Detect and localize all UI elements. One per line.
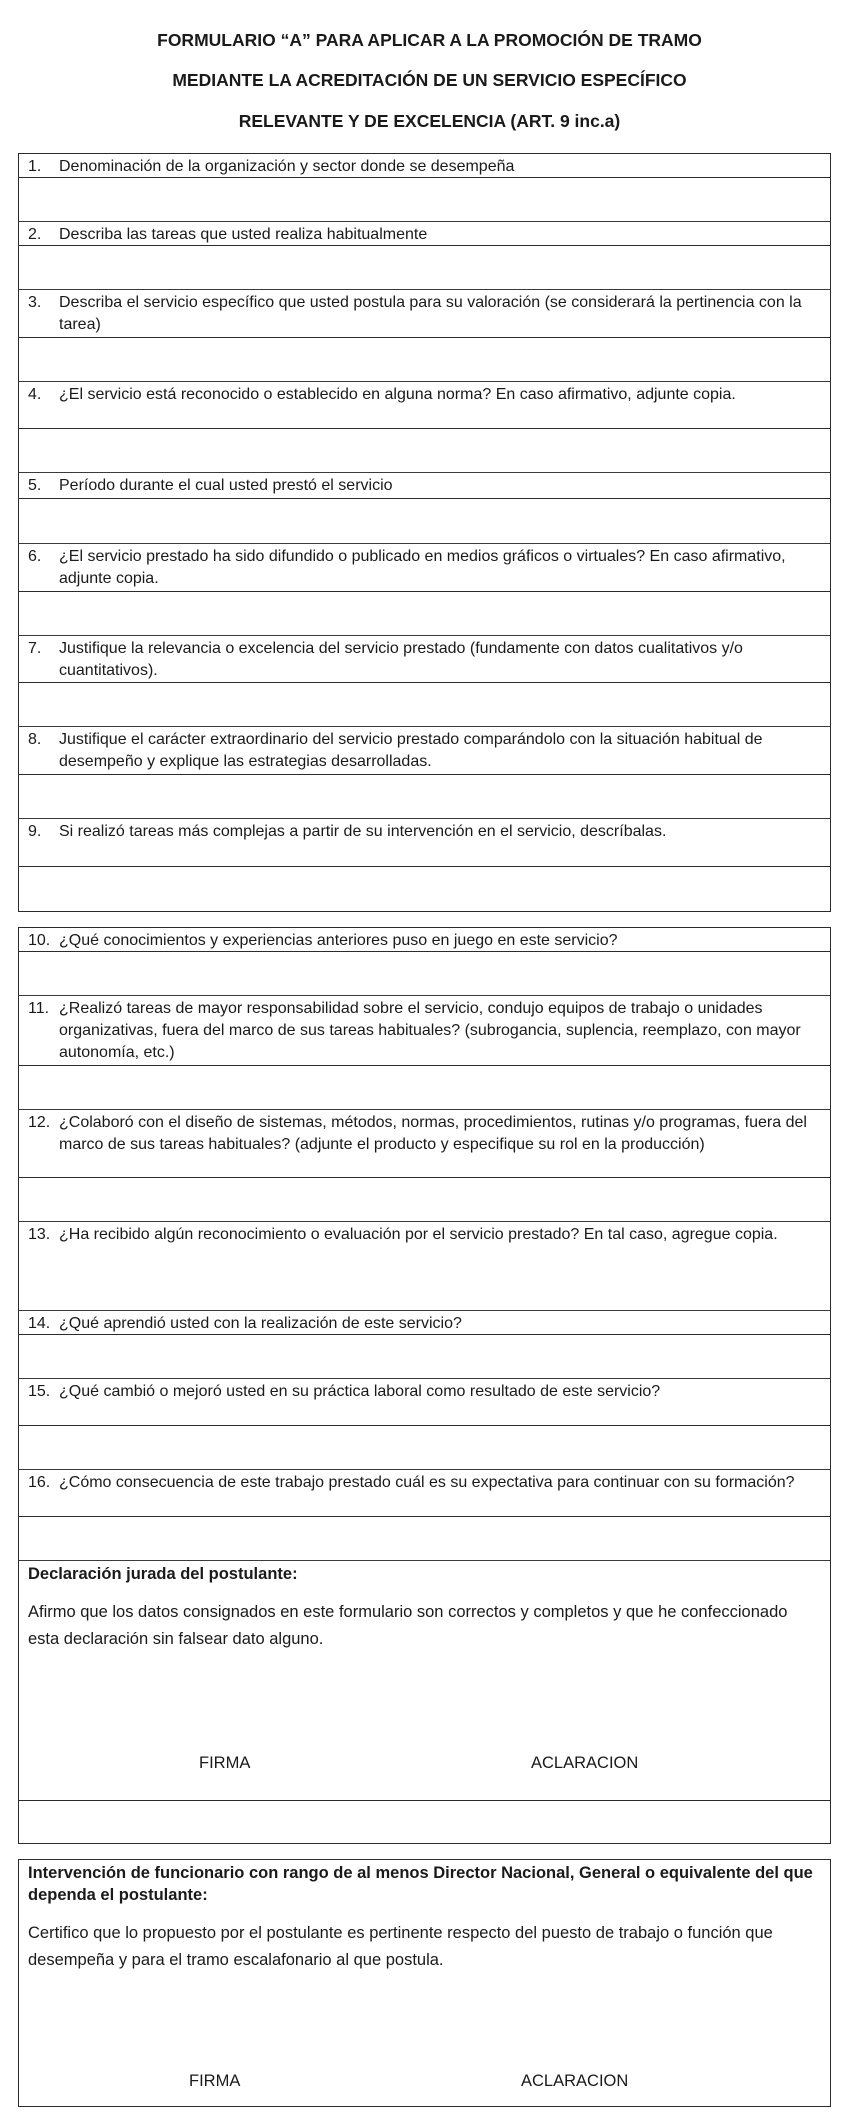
answer-field-14[interactable] xyxy=(19,1335,830,1379)
question-text: ¿Cómo consecuencia de este trabajo prestado cuál es su expectativa para continuar con su formación? xyxy=(59,1474,795,1491)
question-row-2 xyxy=(19,222,830,246)
question-text: Describa las tareas que usted realiza habitualmente xyxy=(59,226,428,243)
question-text: ¿Qué aprendió usted con la realización de este servicio? xyxy=(59,1315,462,1332)
answer-field-12[interactable] xyxy=(19,1178,830,1222)
question-number: 7. xyxy=(28,640,42,657)
question-row-6 xyxy=(19,544,830,592)
question-number: 9. xyxy=(28,823,42,840)
question-text: ¿Realizó tareas de mayor responsabilidad sobre el servicio, condujo equipos de trabajo o unidades organizativas, fuera del marco de sus tareas habituales? (subrogancia, suplencia, reemplazo, con mayor autonomía, etc.) xyxy=(59,1000,801,1061)
official-heading: Intervención de funcionario con rango de al menos Director Nacional, General o equivalente del que dependa el postulante: xyxy=(28,1864,813,1904)
question-number: 5. xyxy=(28,477,42,494)
declaration-heading: Declaración jurada del postulante: xyxy=(28,1565,298,1583)
official-certification-text: Certifico que lo propuesto por el postulante es pertinente respecto del puesto de trabajo o función que desempeña y para el tramo escalafonario al que postula. xyxy=(28,1924,773,1969)
answer-field-1[interactable] xyxy=(19,178,830,222)
question-number: 8. xyxy=(28,731,42,748)
applicant-declaration xyxy=(19,1561,830,1801)
question-row-7 xyxy=(19,636,830,683)
signature-label: FIRMA xyxy=(199,1754,251,1772)
question-row-14 xyxy=(19,1311,830,1335)
question-row-15 xyxy=(19,1379,830,1426)
question-number: 15. xyxy=(28,1383,51,1400)
question-number: 6. xyxy=(28,548,42,565)
question-text: ¿Qué conocimientos y experiencias anteriores puso en juego en este servicio? xyxy=(59,932,618,949)
question-number: 14. xyxy=(28,1315,51,1332)
questions-table-2 xyxy=(18,927,831,1844)
question-row-4 xyxy=(19,382,830,429)
question-text: Justifique la relevancia o excelencia del servicio prestado (fundamente con datos cualitativos y/o cuantitativos). xyxy=(59,640,743,679)
answer-field-7[interactable] xyxy=(19,683,830,727)
question-number: 10. xyxy=(28,932,51,949)
question-number: 1. xyxy=(28,158,42,175)
question-number: 3. xyxy=(28,294,42,311)
question-text: ¿El servicio está reconocido o establecido en alguna norma? En caso afirmativo, adjunte copia. xyxy=(59,386,736,403)
question-text: ¿Colaboró con el diseño de sistemas, métodos, normas, procedimientos, rutinas y/o programas, fuera del marco de sus tareas habituales? (adjunte el producto y especifique su rol en la producción) xyxy=(59,1114,807,1153)
question-row-5 xyxy=(19,473,830,499)
answer-field-16[interactable] xyxy=(19,1517,830,1561)
question-text: ¿Ha recibido algún reconocimiento o evaluación por el servicio prestado? En tal caso, agregue copia. xyxy=(59,1226,778,1243)
form-title-line-2: MEDIANTE LA ACREDITACIÓN DE UN SERVICIO ESPECÍFICO xyxy=(172,70,687,90)
question-text: Si realizó tareas más complejas a partir de su intervención en el servicio, descríbalas. xyxy=(59,823,667,840)
question-row-1 xyxy=(19,154,830,178)
answer-field-4[interactable] xyxy=(19,429,830,473)
answer-field-8[interactable] xyxy=(19,775,830,819)
signature-field[interactable] xyxy=(19,1801,830,1843)
question-row-12 xyxy=(19,1110,830,1178)
answer-field-10[interactable] xyxy=(19,952,830,996)
question-row-9 xyxy=(19,819,830,867)
answer-field-15[interactable] xyxy=(19,1426,830,1470)
question-number: 16. xyxy=(28,1474,51,1491)
question-row-11 xyxy=(19,996,830,1066)
question-row-10 xyxy=(19,928,830,952)
answer-field-11[interactable] xyxy=(19,1066,830,1110)
official-intervention-table xyxy=(18,1859,831,2107)
question-number: 11. xyxy=(28,1000,50,1017)
question-text: Describa el servicio específico que usted postula para su valoración (se considerará la pertinencia con la tarea) xyxy=(59,294,802,333)
official-clarification-label: ACLARACION xyxy=(521,2072,629,2090)
question-number: 4. xyxy=(28,386,42,403)
question-text: Período durante el cual usted prestó el servicio xyxy=(59,477,393,494)
question-number: 2. xyxy=(28,226,42,243)
declaration-text: Afirmo que los datos consignados en este formulario son correctos y completos y que he confeccionado esta declaración sin falsear dato alguno. xyxy=(28,1603,788,1648)
answer-field-9[interactable] xyxy=(19,867,830,911)
answer-field-3[interactable] xyxy=(19,338,830,382)
question-text: ¿Qué cambió o mejoró usted en su práctica laboral como resultado de este servicio? xyxy=(59,1383,661,1400)
question-row-16 xyxy=(19,1470,830,1517)
question-number: 12. xyxy=(28,1114,51,1131)
question-row-13[interactable] xyxy=(19,1222,830,1311)
form-title-line-3: RELEVANTE Y DE EXCELENCIA (ART. 9 inc.a) xyxy=(238,111,621,131)
form-title-line-1: FORMULARIO “A” PARA APLICAR A LA PROMOCIÓN DE TRAMO xyxy=(157,30,702,50)
answer-field-5[interactable] xyxy=(19,499,830,544)
question-row-8 xyxy=(19,727,830,775)
question-number: 13. xyxy=(28,1226,51,1243)
clarification-label: ACLARACION xyxy=(531,1754,639,1772)
answer-field-6[interactable] xyxy=(19,592,830,636)
question-row-3 xyxy=(19,290,830,338)
question-text: Justifique el carácter extraordinario del servicio prestado comparándolo con la situación habitual de desempeño y explique las estrategias desarrolladas. xyxy=(59,731,763,770)
answer-field-2[interactable] xyxy=(19,246,830,290)
question-text: Denominación de la organización y sector donde se desempeña xyxy=(59,158,515,175)
question-text: ¿El servicio prestado ha sido difundido o publicado en medios gráficos o virtuales? En caso afirmativo, adjunte copia. xyxy=(59,548,786,587)
questions-table-1 xyxy=(18,153,831,912)
official-signature-label: FIRMA xyxy=(189,2072,241,2090)
